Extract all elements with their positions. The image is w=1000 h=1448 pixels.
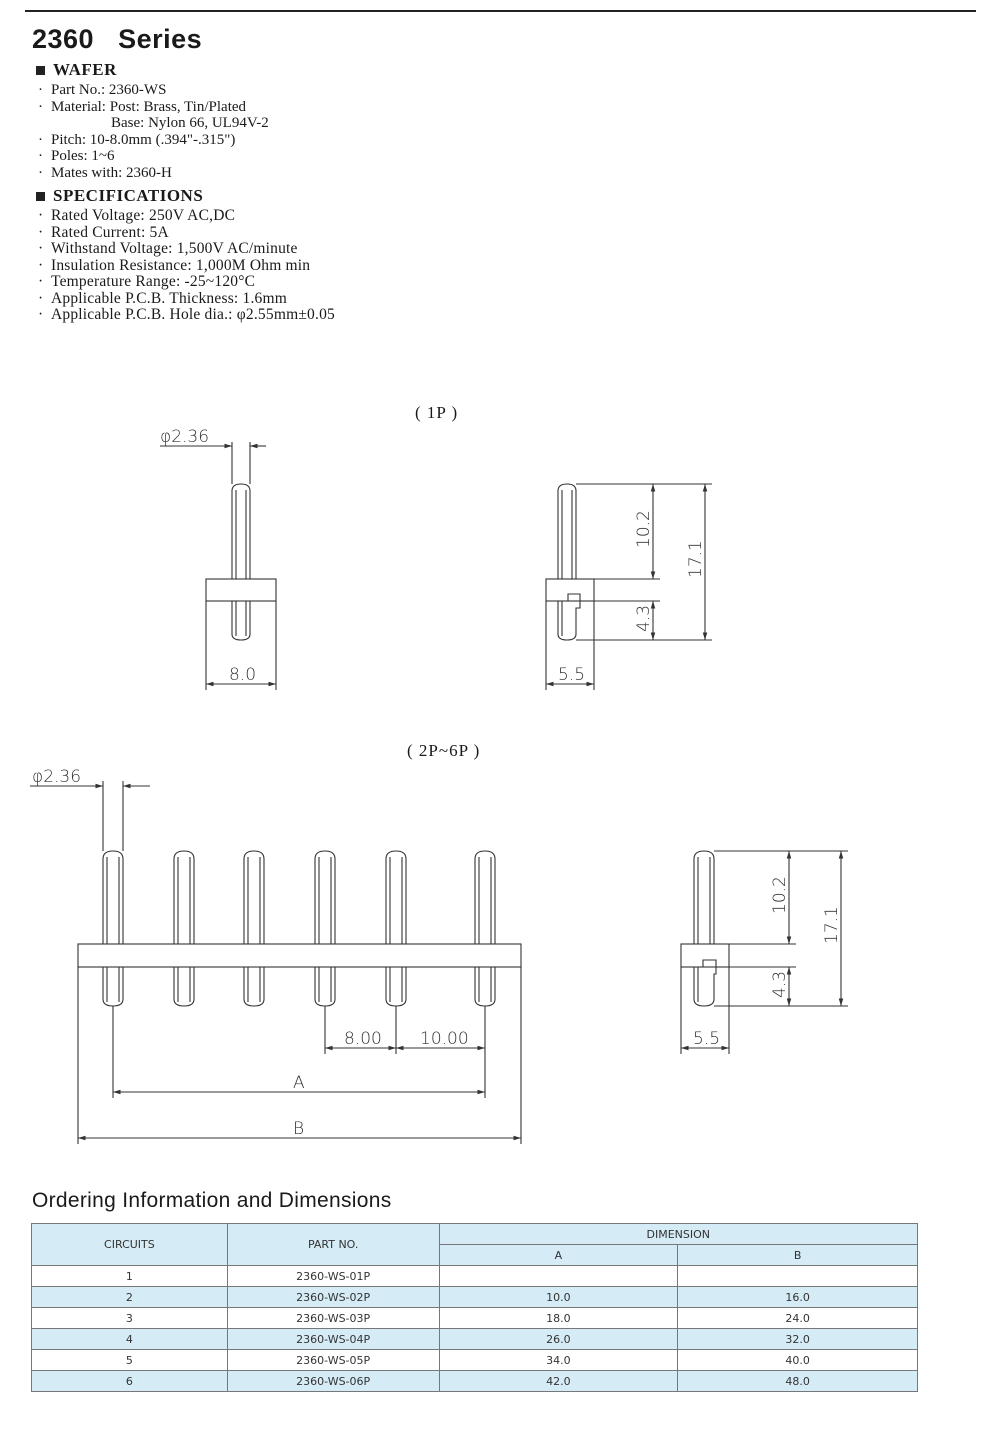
wafer-heading-text: WAFER — [53, 60, 117, 79]
bullet-icon: · — [38, 207, 44, 224]
dim-side-width-1p: 5.5 — [558, 665, 586, 685]
bullet-icon: · — [38, 131, 43, 148]
ordering-title: Ordering Information and Dimensions — [32, 1189, 392, 1212]
dim-side-width-multi: 5.5 — [693, 1029, 721, 1049]
bullet-icon: · — [38, 98, 43, 115]
page-title: 2360 Series — [32, 24, 203, 54]
table-row: 4 2360-WS-04P 26.0 32.0 — [32, 1329, 918, 1350]
list-item: Base: Nylon 66, UL94V-2 — [51, 115, 269, 131]
bullet-icon: · — [38, 82, 43, 98]
dim-upper-height-1p: 10.2 — [634, 510, 654, 548]
list-item: · Insulation Resistance: 1,000M Ohm min — [38, 256, 311, 274]
dim-diameter-1p: φ2.36 — [160, 427, 210, 447]
col-b: B — [678, 1245, 918, 1266]
dim-a-label: A — [293, 1073, 305, 1093]
bullet-icon: · — [38, 240, 44, 257]
dim-total-height-multi: 17.1 — [822, 906, 842, 944]
front-view-multi — [30, 781, 521, 1144]
dim-lower-height-1p: 4.3 — [634, 604, 654, 632]
bullet-icon: · — [38, 223, 44, 241]
drawing-multi-label: ( 2P~6P ) — [407, 741, 481, 760]
bullet-icon: · — [38, 256, 44, 274]
col-a: A — [439, 1245, 678, 1266]
col-part-no: PART NO. — [227, 1224, 439, 1266]
col-circuits: CIRCUITS — [32, 1224, 228, 1266]
dim-pitch-b: 10.00 — [420, 1029, 469, 1049]
bullet-icon: · — [38, 289, 44, 307]
list-item: · Part No.: 2360-WS — [38, 82, 167, 98]
pins — [103, 851, 495, 1006]
table-row: 6 2360-WS-06P 42.0 48.0 — [32, 1371, 918, 1392]
drawing-1p-label: ( 1P ) — [415, 403, 459, 422]
table-row: 5 2360-WS-05P 34.0 40.0 — [32, 1350, 918, 1371]
dim-upper-height-multi: 10.2 — [770, 876, 790, 914]
list-item: · Rated Current: 5A — [38, 223, 169, 241]
bullet-icon: · — [38, 273, 44, 290]
list-item: · Withstand Voltage: 1,500V AC/minute — [38, 240, 298, 257]
dim-pitch-a: 8.00 — [344, 1029, 382, 1049]
dim-b-label: B — [293, 1119, 305, 1139]
list-item: · Applicable P.C.B. Thickness: 1.6mm — [38, 289, 287, 307]
col-dimension: DIMENSION — [439, 1224, 917, 1245]
bullet-icon: · — [38, 164, 43, 181]
table-row: 3 2360-WS-03P 18.0 24.0 — [32, 1308, 918, 1329]
bullet-icon: · — [38, 148, 43, 164]
side-view-multi — [681, 851, 848, 1054]
list-item: · Pitch: 10-8.0mm (.394"-.315") — [38, 131, 236, 148]
side-view-1p — [546, 484, 712, 690]
specifications-heading-text: SPECIFICATIONS — [53, 186, 204, 205]
list-item: · Mates with: 2360-H — [38, 164, 172, 181]
dim-diameter-multi: φ2.36 — [32, 767, 82, 787]
list-item: · Applicable P.C.B. Hole dia.: φ2.55mm±0.05 — [38, 306, 335, 323]
dim-lower-height-multi: 4.3 — [770, 970, 790, 998]
dim-width-1p: 8.0 — [229, 665, 257, 685]
dim-total-height-1p: 17.1 — [686, 540, 706, 578]
list-item: · Rated Voltage: 250V AC,DC — [38, 207, 236, 224]
front-view-1p — [160, 442, 276, 690]
list-item: · Material: Post: Brass, Tin/Plated — [38, 98, 247, 115]
list-item: · Temperature Range: -25~120°C — [38, 273, 256, 290]
table-row: 2 2360-WS-02P 10.0 16.0 — [32, 1287, 918, 1308]
list-item: · Poles: 1~6 — [38, 148, 115, 164]
ordering-table — [31, 1223, 918, 1392]
table-row: 1 2360-WS-01P — [32, 1266, 918, 1287]
bullet-icon: · — [38, 306, 44, 323]
